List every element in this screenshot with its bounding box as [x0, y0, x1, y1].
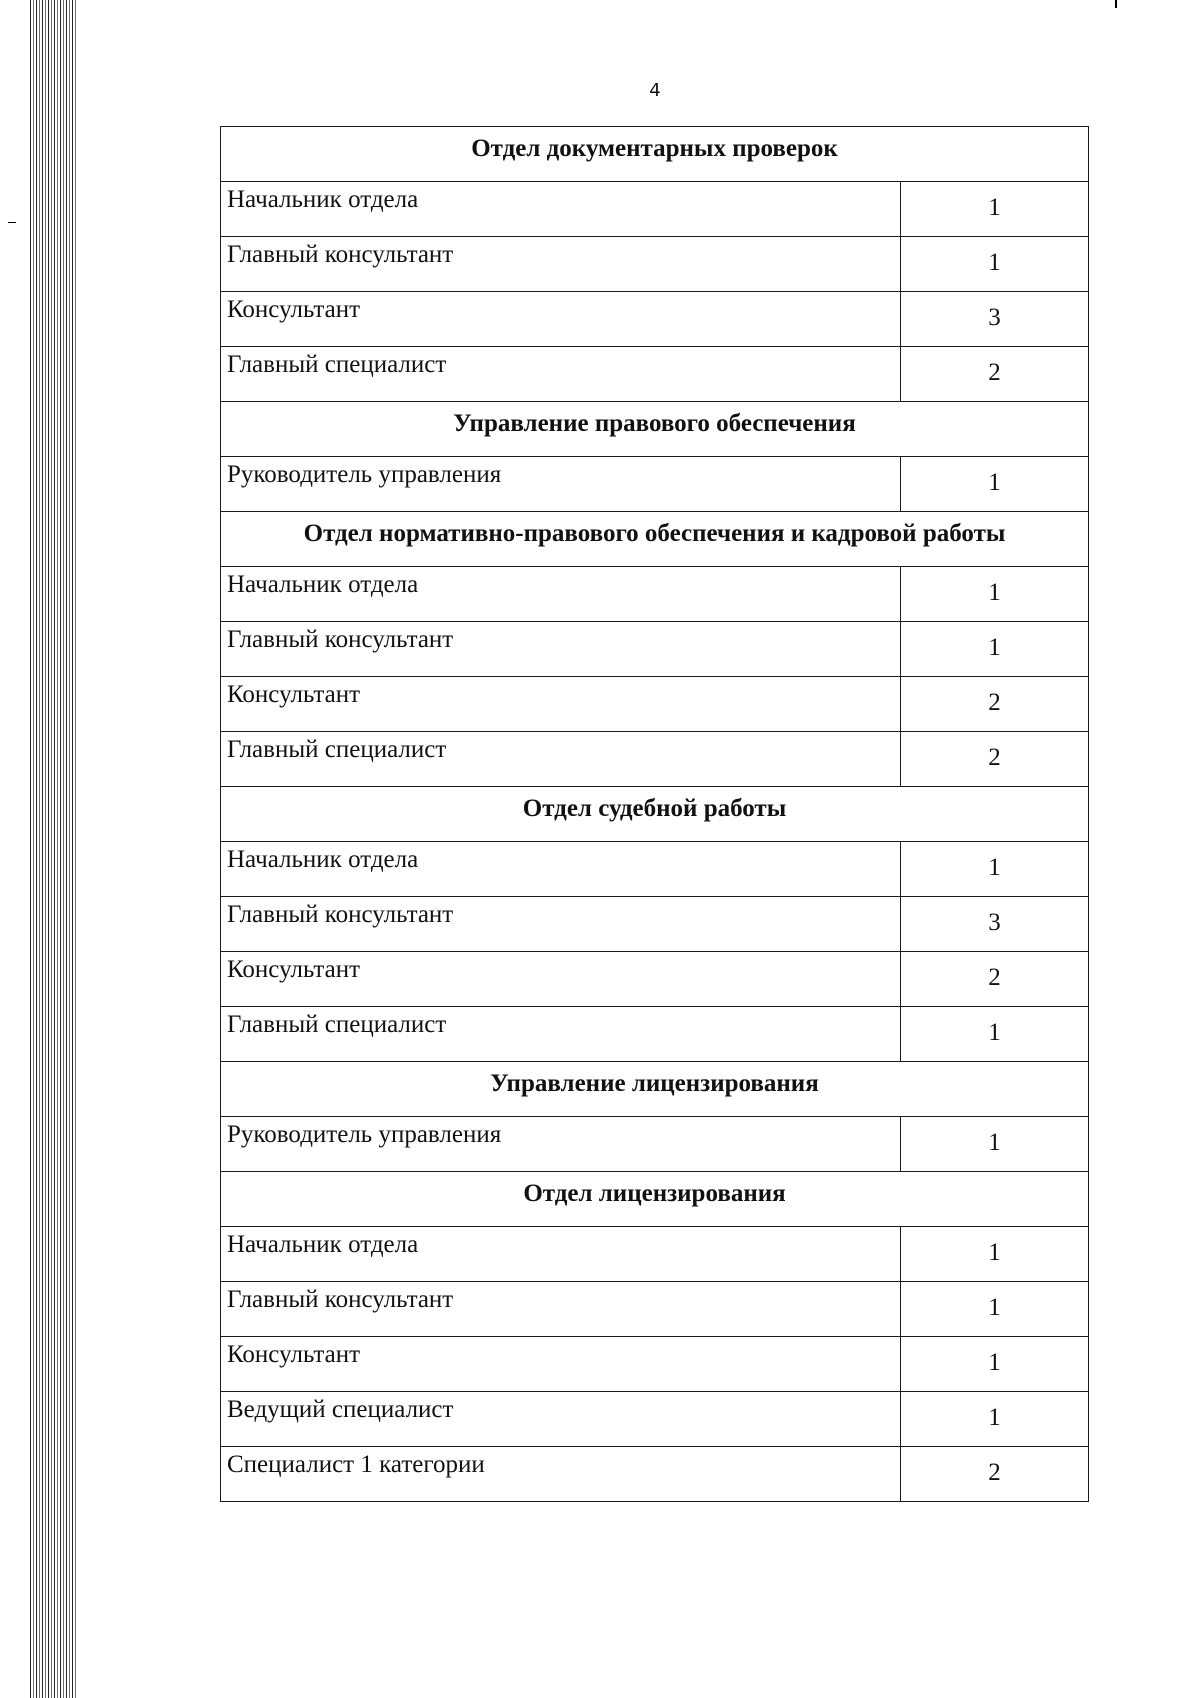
position-name: Начальник отдела: [221, 842, 901, 897]
position-count: 1: [901, 567, 1089, 622]
section-title: Отдел судебной работы: [221, 787, 1089, 842]
position-row: [221, 1282, 1089, 1337]
section-heading-row: [221, 787, 1089, 842]
position-row: [221, 897, 1089, 952]
position-name: Консультант: [221, 1337, 901, 1392]
position-row: [221, 1007, 1089, 1062]
position-name: Руководитель управления: [221, 1117, 901, 1172]
position-name: Консультант: [221, 292, 901, 347]
position-count: 3: [901, 292, 1089, 347]
scan-mark-left: [8, 222, 16, 223]
position-name: Начальник отдела: [221, 182, 901, 237]
scan-binding-edge: [30, 0, 78, 1698]
position-count: 1: [901, 457, 1089, 512]
position-row: [221, 1117, 1089, 1172]
position-row: [221, 1447, 1089, 1502]
position-name: Консультант: [221, 952, 901, 1007]
position-count: 1: [901, 842, 1089, 897]
staff-table-body: [221, 127, 1089, 1502]
position-count: 1: [901, 182, 1089, 237]
position-name: Главный специалист: [221, 732, 901, 787]
position-row: [221, 622, 1089, 677]
section-title: Отдел документарных проверок: [221, 127, 1089, 182]
scan-mark-top-right: [1115, 0, 1117, 8]
position-name: Главный специалист: [221, 347, 901, 402]
position-row: [221, 952, 1089, 1007]
position-row: [221, 567, 1089, 622]
staff-positions-table: [220, 126, 1089, 1502]
position-count: 1: [901, 1337, 1089, 1392]
position-row: [221, 732, 1089, 787]
position-name: Главный консультант: [221, 237, 901, 292]
position-count: 2: [901, 1447, 1089, 1502]
position-count: 2: [901, 732, 1089, 787]
section-title: Отдел лицензирования: [221, 1172, 1089, 1227]
section-heading-row: [221, 402, 1089, 457]
section-heading-row: [221, 1172, 1089, 1227]
position-count: 2: [901, 347, 1089, 402]
position-name: Главный консультант: [221, 897, 901, 952]
position-count: 2: [901, 677, 1089, 732]
position-name: Руководитель управления: [221, 457, 901, 512]
position-row: [221, 677, 1089, 732]
position-count: 1: [901, 1227, 1089, 1282]
position-count: 1: [901, 237, 1089, 292]
position-count: 1: [901, 1282, 1089, 1337]
position-name: Консультант: [221, 677, 901, 732]
section-heading-row: [221, 512, 1089, 567]
position-name: Главный консультант: [221, 622, 901, 677]
position-row: [221, 1227, 1089, 1282]
position-row: [221, 237, 1089, 292]
position-name: Главный специалист: [221, 1007, 901, 1062]
position-row: [221, 1337, 1089, 1392]
position-count: 1: [901, 1117, 1089, 1172]
position-row: [221, 347, 1089, 402]
position-row: [221, 457, 1089, 512]
position-count: 1: [901, 622, 1089, 677]
page-number: 4: [649, 80, 661, 101]
position-name: Начальник отдела: [221, 567, 901, 622]
position-count: 1: [901, 1392, 1089, 1447]
position-row: [221, 842, 1089, 897]
position-name: Начальник отдела: [221, 1227, 901, 1282]
position-row: [221, 182, 1089, 237]
position-count: 1: [901, 1007, 1089, 1062]
position-count: 3: [901, 897, 1089, 952]
section-title: Отдел нормативно-правового обеспечения и кадровой работы: [221, 512, 1089, 567]
section-heading-row: [221, 1062, 1089, 1117]
position-count: 2: [901, 952, 1089, 1007]
section-heading-row: [221, 127, 1089, 182]
position-row: [221, 292, 1089, 347]
position-name: Главный консультант: [221, 1282, 901, 1337]
section-title: Управление лицензирования: [221, 1062, 1089, 1117]
position-name: Ведущий специалист: [221, 1392, 901, 1447]
section-title: Управление правового обеспечения: [221, 402, 1089, 457]
position-row: [221, 1392, 1089, 1447]
position-name: Специалист 1 категории: [221, 1447, 901, 1502]
